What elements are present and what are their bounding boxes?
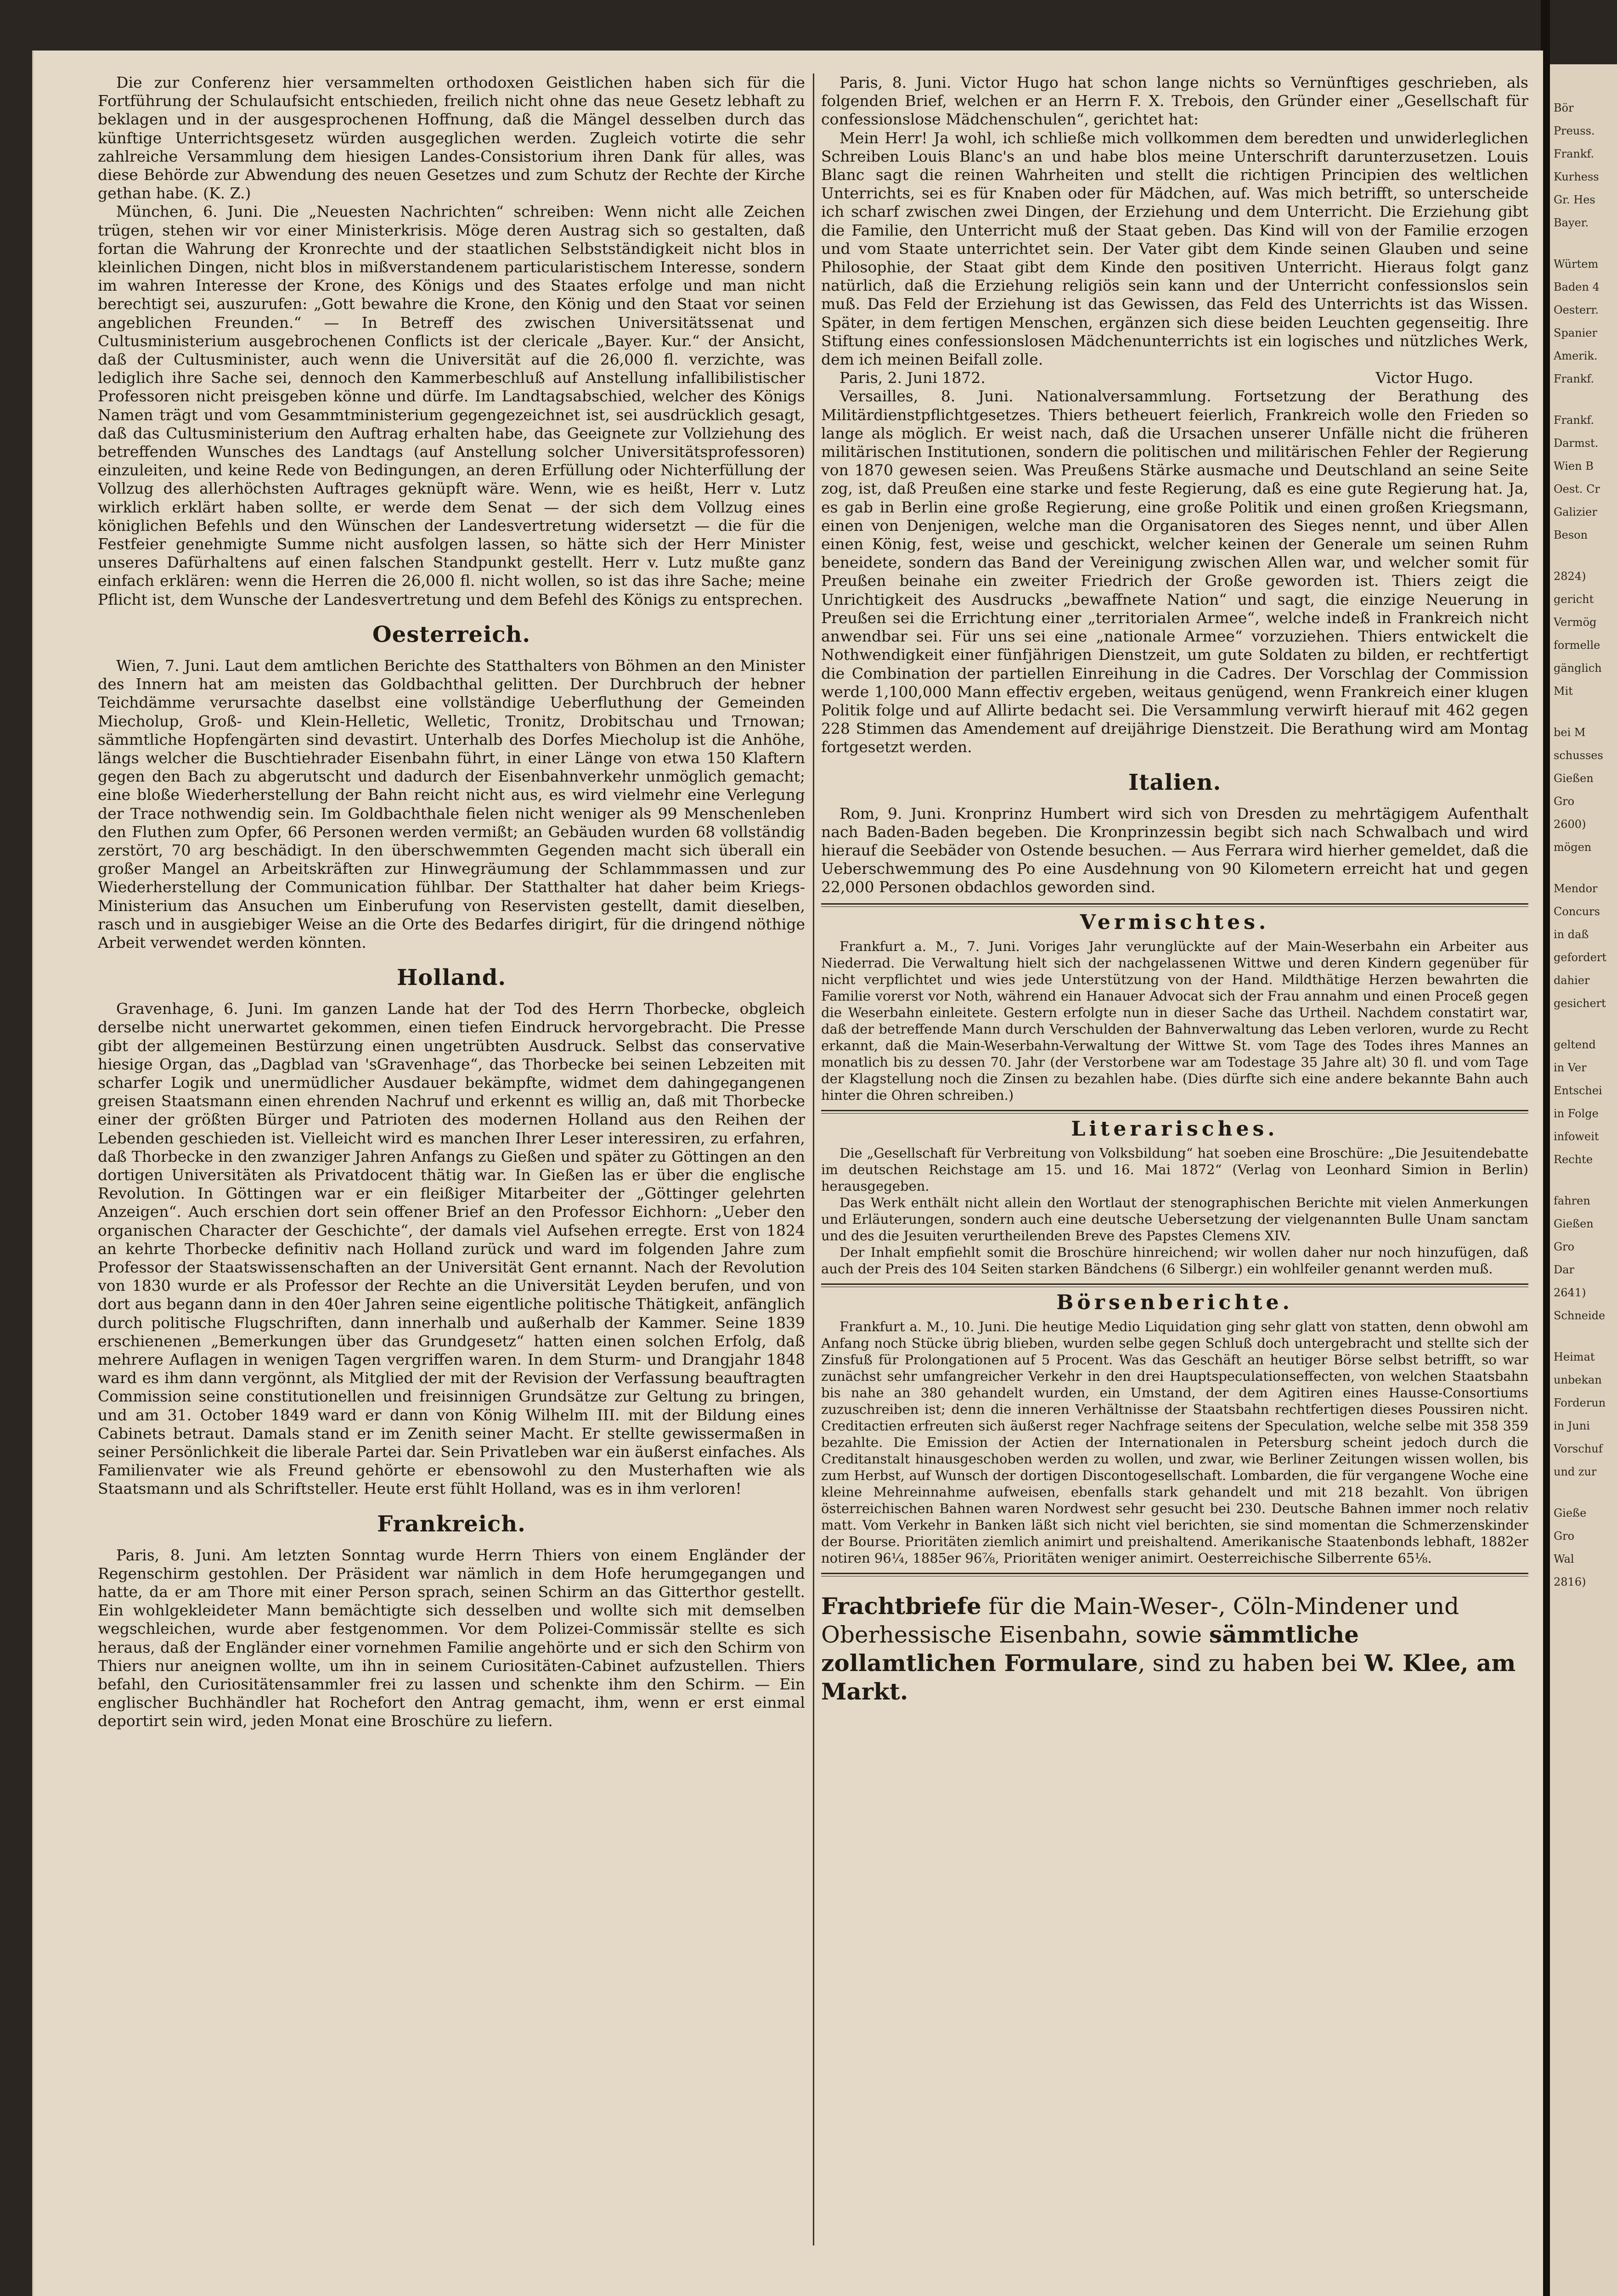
adjacent-line: Heimat [1554, 1351, 1595, 1363]
adjacent-line: Spanier [1554, 326, 1597, 339]
adjacent-line: Gro [1554, 795, 1575, 808]
advertisement-frachtbriefe [821, 1592, 1528, 1706]
left-column [98, 73, 805, 1731]
adjacent-line: formelle [1554, 639, 1600, 652]
article-wien: Wien, 7. Juni. Laut dem amtlichen Berichte des Statthalters von Böhmen an den Minister des Innern hat am meisten das Goldbachthal gelitten. Der Durchbruch der hebner Teichdämme verursachte daselbst eine vollständige Ueberfluthung der Gemeinden Miecholup, Groß- und Klein-Helletic, Welletic, Tronitz, Drobitschau und Trnowan; sämmtliche Hopfengärten sind devastirt. Unterhalb des Dorfes Miecholup ist die Anhöhe, längs welcher die Buschtiehrader Eisenbahn führt, in einer Länge von etwa 150 Klaftern gegen den Bach zu abgerutscht und dadurch der Eisenbahnverkehr unmöglich gemacht; eine bloße Wiederherstellung der Bahn reicht nicht aus, es wird vielmehr eine Verlegung der Trace nothwendig sein. Im Goldbachthale fielen nicht weniger als 99 Menschenleben den Fluthen zum Opfer, 66 Personen werden vermißt; an Gebäuden wurden 68 vollständig zerstört, 70 arg beschädigt. In den überschwemmten Gegenden macht sich überall ein großer Mangel an Arbeitskräften zur Hinwegräumung der Schlammmassen und zur Wiederherstellung der Communication fühlbar. Der Statthalter hat daher beim Kriegs-Ministerium das Ansuchen um Einberufung von Reservisten gestellt, damit dieselben, rasch und in ausgiebiger Weise an die Orte des Bedarfes dirigirt, für die dringend nöthige Arbeit verwendet werden könnten. [98, 656, 805, 951]
heading-vermischtes: Vermischtes. [1080, 910, 1270, 934]
adjacent-line: Dar [1554, 1263, 1575, 1276]
signature-name: Victor Hugo. [1375, 369, 1473, 387]
adjacent-line: Oest. Cr [1554, 483, 1600, 495]
adjacent-line: Baden 4 [1554, 281, 1600, 293]
adjacent-line: in Juni [1554, 1419, 1590, 1432]
adjacent-line: 2641) [1554, 1286, 1586, 1299]
adjacent-line: und zur [1554, 1465, 1597, 1478]
signature-place-date: Paris, 2. Juni 1872. [839, 369, 986, 387]
adjacent-line: 2824) [1554, 570, 1586, 583]
literary-notice-2: Das Werk enthält nicht allein den Wortlaut der stenographischen Berichte mit vielen Anmerkungen und Erläuterungen, sondern auch eine deutsche Uebersetzung der vielgenannten Bulle Unam sanctam und des die Jesuiten verurtheilenden Breve des Papstes Clemens XIV. [821, 1194, 1528, 1244]
adjacent-page-text [1554, 101, 1617, 1598]
section-rule [821, 1283, 1528, 1287]
adjacent-line: Schneide [1554, 1309, 1606, 1322]
adjacent-line: Mendor [1554, 882, 1598, 895]
adjacent-line: unbekan [1554, 1373, 1602, 1386]
ad-vendor: W. Klee, am Markt. [821, 1649, 1516, 1705]
heading-holland: Holland. [396, 965, 507, 991]
adjacent-line: mögen [1554, 841, 1592, 854]
letter-signature [821, 369, 1528, 387]
adjacent-line: Kurhess [1554, 170, 1599, 183]
adjacent-line: Mit [1554, 685, 1573, 698]
adjacent-line: Wien B [1554, 460, 1594, 473]
adjacent-line: Frankf. [1554, 372, 1594, 385]
adjacent-line: Preuss. [1554, 124, 1595, 137]
adjacent-line: gericht [1554, 593, 1594, 606]
adjacent-line: Beson [1554, 529, 1588, 541]
adjacent-line: Oesterr. [1554, 304, 1599, 316]
heading-literarisches: Literarisches. [1071, 1117, 1279, 1141]
adjacent-line: Wal [1554, 1553, 1574, 1565]
adjacent-line: in Folge [1554, 1107, 1599, 1120]
literary-notice-1: Die „Gesellschaft für Verbreitung von Volksbildung“ hat soeben eine Broschüre: „Die Jesuitendebatte im deutschen Reichstage am 15. und 16. Mai 1872“ (Verlag von Leonhard Simion in Berlin) herausgegeben. [821, 1145, 1528, 1194]
ad-frachtbriefe: Frachtbriefe [821, 1593, 981, 1620]
adjacent-line: 2816) [1554, 1576, 1586, 1588]
ad-formulare: sämmtliche zollamtlichen Formulare [821, 1621, 1359, 1677]
section-rule [821, 1573, 1528, 1576]
adjacent-line: Gr. Hes [1554, 193, 1595, 206]
heading-frankreich: Frankreich. [377, 1511, 526, 1537]
adjacent-line: Bayer. [1554, 216, 1589, 229]
adjacent-line: Gießen [1554, 772, 1594, 785]
adjacent-line: bei M [1554, 726, 1586, 739]
adjacent-line: Würtem [1554, 258, 1599, 270]
adjacent-line: fahren [1554, 1194, 1590, 1207]
heading-boersenberichte: Börsenberichte. [1056, 1290, 1293, 1314]
heading-oesterreich: Oesterreich. [372, 621, 531, 647]
adjacent-line: Darmst. [1554, 437, 1599, 450]
column-divider [813, 73, 814, 2245]
adjacent-line: in Ver [1554, 1061, 1587, 1074]
right-column [821, 73, 1528, 1706]
adjacent-line: in daß [1554, 928, 1589, 941]
heading-italien: Italien. [1128, 769, 1222, 795]
article-paris-thiers: Paris, 8. Juni. Am letzten Sonntag wurde Herrn Thiers von einem Engländer der Regenschirm gestohlen. Der Präsident war nämlich in dem Hofe herumgegangen und hatte, da er am Thore mit einer Person sprach, seinen Schirm an das Gitterthor gestellt. Ein wohlgekleideter Mann bemächtigte sich desselben und wollte sich mit demselben wegschleichen, wurde aber festgenommen. Vor dem Polizei-Commissär stellte es sich heraus, daß der Engländer einer vornehmen Familie angehörte und er sich den Schirm von Thiers nur aneignen wollte, um ihn in seinem Curiositäten-Cabinet aufzustellen. Thiers befahl, den Curiositätensammler frei zu lassen und schenkte ihm den Schirm. — Ein englischer Buchhändler hat Rochefort den Antrag gemacht, ihm, wenn er erst einmal deportirt sein wird, jeden Monat eine Broschüre zu liefern. [98, 1546, 805, 1730]
adjacent-line: Concurs [1554, 905, 1600, 918]
adjacent-line: gänglich [1554, 662, 1602, 675]
ad-text-railways: für die Main-Weser-, Cöln-Mindener und Oberhessische Eisenbahn, sowie [821, 1593, 1459, 1649]
adjacent-line: Gro [1554, 1530, 1575, 1542]
adjacent-line: infoweit [1554, 1130, 1599, 1143]
adjacent-line: Forderun [1554, 1396, 1606, 1409]
article-boerse: Frankfurt a. M., 10. Juni. Die heutige Medio Liquidation ging sehr glatt von statten, denn obwohl am Anfang noch Stücke übrig blieben, wurden selbe gegen Schluß doch untergebracht und stellte sich der Zinsfuß für Prolongationen auf 5 Procent. Was das Geschäft an heutiger Börse selbst betrifft, so war zunächst sehr umfangreicher Verkehr in den drei Hauptspeculationseffecten, von welchen Staatsbahn bis nahe an 380 gehandelt wurden, ein Umstand, der dem Agitiren eines Hausse-Consortiums zuzuschreiben ist; denn die inneren Verhältnisse der Staatsbahn rechtfertigen dieses Poussiren nicht. Creditactien erfreuten sich äußerst reger Nachfrage seitens der Speculation, welche selbe mit 358 359 bezahlte. Die Emission der Actien der Internationalen in Petersburg scheint jedoch durch die Creditanstalt hinausgeschoben werden zu wollen, und zwar, wie Berliner Zeitungen wissen wollen, bis zum Herbst, auf Wunsch der dortigen Discontogesellschaft. Lombarden, die für vergangene Woche eine kleine Mehreinnahme aufweisen, ebenfalls stark gehandelt und mit 218 bezahlt. Von übrigen österreichischen Bahnen waren Nordwest sehr gesucht bei 230. Deutsche Bahnen immer noch relativ matt. Vom Verkehr in Banken läßt sich nicht viel berichten, sie sind momentan die Schmerzenskinder der Bourse. Prioritäten ziemlich animirt und preishaltend. Amerikanische Staatenbonds lebhaft, 1882er notiren 96¼, 1885er 96⅞, Prioritäten weniger animirt. Oesterreichische Silberrente 65⅛. [821, 1319, 1528, 1566]
section-rule [821, 1110, 1528, 1114]
adjacent-line: Vermög [1554, 616, 1597, 629]
adjacent-line: dahier [1554, 974, 1590, 987]
adjacent-line: schusses [1554, 749, 1603, 762]
adjacent-line: Frankf. [1554, 147, 1594, 160]
adjacent-line: geltend [1554, 1038, 1596, 1051]
adjacent-line: Galizier [1554, 506, 1597, 518]
adjacent-line: gesichert [1554, 997, 1606, 1010]
article-rom: Rom, 9. Juni. Kronprinz Humbert wird sich von Dresden zu mehrtägigem Aufenthalt nach Baden-Baden begeben. Die Kronprinzessin begibt sich nach Schwalbach und wird hierauf die Seebäder von Ostende besuchen. — Aus Ferrara wird hierher gemeldet, daß die Ueberschwemmung des Po eine Ausdehnung von 90 Kilometern erreicht hat und gegen 22,000 Personen obdachlos geworden sind. [821, 804, 1528, 896]
newspaper-page [32, 51, 1543, 2296]
article-muenchen: München, 6. Juni. Die „Neuesten Nachrichten“ schreiben: Wenn nicht alle Zeichen trügen, stehen wir vor einer Ministerkrisis. Möge deren Austrag sich so gestalten, daß fortan die Wahrung der Kronrechte und der staatlichen Selbstständigkeit nicht blos in kleinlichen Dingen, nicht blos in mißverstandenem particularistischem Interesse, sondern im wahren Interesse der Krone, des Königs und des Staates erfolge und man nicht berechtigt sei, auszurufen: „Gott bewahre die Krone, den König und den Staat vor seinen angeblichen Freunden.“ — In Betreff des zwischen Universitätssenat und Cultusministerium ausgebrochenen Conflicts ist der clericale „Bayer. Kur.“ der Ansicht, daß der Cultusminister, auch wenn die Universität auf die 26,000 fl. verzichte, was lediglich ihre Sache sei, dennoch den Kammerbeschluß auf Anstellung infallibilistischer Professoren nicht preisgeben könne und dürfe. Im Landtagsabschied, welcher des Königs Namen trägt und vom Gesammtministerium gegengezeichnet ist, sei ausdrücklich gesagt, daß das Cultusministerium den Auftrag erhalten habe, das Geeignete zur Vollziehung des betreffenden Wunsches des Landtags (auf Anstellung solcher Universitätsprofessoren) einzuleiten, und keine Rede von Bedingungen, an deren Erfüllung oder Nichterfüllung der Vollzug des allerhöchsten Auftrages geknüpft wäre. Wenn, wie es heißt, Herr v. Lutz wirklich erklärt haben sollte, er werde dem Senat — der sich dem Vollzug eines königlichen Befehls und den Wünschen der Landesvertretung widersetzt — die für die Festfeier genehmigte Summe nicht ausfolgen lassen, so hätte sich der Herr Minister unseres Dafürhaltens auf einen falschen Standpunkt gestellt. Herr v. Lutz mußte ganz einfach erklären: wenn die Herren die 26,000 fl. nicht wollen, so ist das ihre Sache; meine Pflicht ist, dem Wunsche der Landesvertretung und dem Befehl des Königs zu entsprechen. [98, 203, 805, 608]
adjacent-line: Bör [1554, 101, 1574, 114]
article-paris-hugo: Paris, 8. Juni. Victor Hugo hat schon lange nichts so Vernünftiges geschrieben, als folgenden Brief, welchen er an Herrn F. X. Trebois, den Gründer einer „Gesellschaft für confessionslose Mädchenschulen“, gerichtet hat: [821, 73, 1528, 129]
section-rule [821, 903, 1528, 907]
article-conferenz: Die zur Conferenz hier versammelten orthodoxen Geistlichen haben sich für die Fortführung der Schulaufsicht entschieden, freilich nicht ohne das neue Gesetz lebhaft zu beklagen und in der ausgesprochenen Hoffnung, daß die Mängel desselben durch das künftige Unterrichtsgesetz würden ausgeglichen werden. Zugleich votirte die sehr zahlreiche Versammlung dem hiesigen Landes-Consistorium ihren Dank für alles, was diese Behörde zur Abwendung des neuen Gesetzes und zum Schutz der Rechte der Kirche gethan habe. (K. Z.) [98, 73, 805, 203]
adjacent-line: gefordert [1554, 951, 1607, 964]
article-versailles: Versailles, 8. Juni. Nationalversammlung. Fortsetzung der Berathung des Militärdienstpflichtgesetzes. Thiers betheuert feierlich, Frankreich wolle den Frieden so lange als möglich. Er weist nach, daß die Ursachen unserer Unfälle nicht die früheren militärischen Institutionen, sondern die politischen und militärischen Fehler der Regierung von 1870 gewesen seien. Was Preußens Stärke ausmache und Deutschland an seine Seite zog, ist, daß Preußen eine starke und feste Regierung, daß es eine gute Regierung hat. Ja, es gab in Berlin eine große Regierung, eine große Politik und einen großen Kriegsmann, einen von Denjenigen, welche man die Organisatoren des Sieges nennt, und über Allen einen König, fest, weise und geschickt, welcher keinen der Generale um seinen Ruhm beneidete, sondern das Band der Vereinigung zwischen Allen war, und welcher somit für Preußen beinahe ein zweiter Friedrich der Große geworden ist. Thiers zeigt die Unrichtigkeit des Ausdrucks „bewaffnete Nation“ und sagt, die einzige Neuerung in Preußen sei die Errichtung einer „territorialen Armee“, welche indeß in Frankreich nicht anwendbar sei. Für uns sei eine „nationale Armee“ vorzuziehen. Thiers entwickelt die Nothwendigkeit einer fünfjährigen Dienstzeit, um gute Soldaten zu bilden, er rechtfertigt die Combination der partiellen Einreihung in die Cadres. Der Vorschlag der Commission werde 1,100,000 Mann effectiv ergeben, weitaus genügend, wenn Frankreich einer klugen Politik folge und auf Allirte bedacht sei. Die Versammlung verwirft hierauf mit 462 gegen 228 Stimmen das Amendement auf dreijährige Dienstzeit. Die Berathung wird am Montag fortgesetzt werden. [821, 387, 1528, 756]
adjacent-line: Gieße [1554, 1507, 1587, 1519]
article-gravenhage: Gravenhage, 6. Juni. Im ganzen Lande hat der Tod des Herrn Thorbecke, obgleich derselbe nicht unerwartet gekommen, einen tiefen Eindruck hervorgebracht. Die Presse gibt der allgemeinen Bestürzung einen ungetrübten Ausdruck. Selbst das conservative hiesige Organ, das „Dagblad van 'sGravenhage“, das Thorbecke bei seinen Lebzeiten mit scharfer Logik und unermüdlicher Ausdauer bekämpfte, widmet dem dahingegangenen greisen Staatsmann einen ehrenden Nachruf und erkennt es willig an, daß mit Thorbecke einer der größten Bürger und Patrioten des modernen Holland aus den Reihen der Lebenden geschieden ist. Vielleicht wird es manchen Ihrer Leser interessiren, zu erfahren, daß Thorbecke in den zwanziger Jahren Anfangs zu Gießen und später zu Göttingen an den dortigen Universitäten als Privatdocent thätig war. In Gießen las er über die englische Revolution. In Göttingen war er ein fleißiger Mitarbeiter der „Göttinger gelehrten Anzeigen“. Auch erschien dort sein offener Brief an den Professor Eichhorn: „Ueber den organischen Character der Geschichte“, der damals viel Aufsehen erregte. Erst von 1824 an kehrte Thorbecke definitiv nach Holland zurück und ward im folgenden Jahre zum Professor der Staatswissenschaften an der Universität Gent ernannt. Nach der Revolution von 1830 wurde er als Professor der Rechte an die Universität Leyden berufen, und von dort aus begann dann in den 40er Jahren seine eigentliche politische Thätigkeit, anfänglich durch politische Flugschriften, dann innerhalb und außerhalb der Kammer. Seine 1839 erschienenen „Bemerkungen über das Grundgesetz“ hatten einen solchen Erfolg, daß mehrere Auflagen in wenigen Tagen vergriffen waren. In dem Sturm- und Drangjahr 1848 ward es ihm dann vergönnt, als Mitglied der mit der Revision der Verfassung beauftragten Commission seine constitutionellen und freisinnigen Grundsätze zur Geltung zu bringen, und am 31. October 1849 ward er dann von König Wilhelm III. mit der Bildung eines Cabinets betraut. Damals stand er im Zenith seiner Macht. Er stellte gewissermaßen in seiner Persönlichkeit die liberale Partei dar. Sein Privatleben war ein äußerst einfaches. Als Familienvater wie als Freund gehörte er ebensowohl zu den Musterhaften wie als Staatsmann und als Schriftsteller. Heute erst fühlt Holland, was es in ihm verloren! [98, 1000, 805, 1498]
adjacent-line: Vorschuf [1554, 1442, 1603, 1455]
adjacent-page-strip [1550, 64, 1617, 2296]
adjacent-line: Gro [1554, 1240, 1575, 1253]
article-frankfurt-weserbahn: Frankfurt a. M., 7. Juni. Voriges Jahr verunglückte auf der Main-Weserbahn ein Arbeiter aus Niederrad. Die Verwaltung hielt sich der nachgelassenen Wittwe und deren Kindern gegenüber für nicht verpflichtet und wies jede Unterstützung von der Hand. Mildthätige Herzen bewahrten die Familie vorerst vor Noth, während ein Hanauer Advocat sich der Frau annahm und einen Proceß gegen die Weserbahn einleitete. Gestern erfolgte nun in dieser Sache das Urtheil. Nachdem constatirt war, daß der betreffende Mann durch Verschulden der Bahnverwaltung das Leben verloren, wurde zu Recht erkannt, daß die Main-Weserbahn-Verwaltung der Wittwe St. vom Tage des Todes ihres Mannes an monatlich bis zu dessen 70. Jahr (der Verstorbene war am Todestage 35 Jahre alt) 30 fl. und vom Tage der Klagstellung noch die Zinsen zu bezahlen habe. (Dies dürfte sich eine andere bekannte Bahn auch hinter die Ohren schreiben.) [821, 938, 1528, 1103]
adjacent-line: Frankf. [1554, 414, 1594, 427]
adjacent-line: Gießen [1554, 1217, 1594, 1230]
adjacent-line: Amerik. [1554, 349, 1598, 362]
adjacent-line: Entschei [1554, 1084, 1602, 1097]
ad-text-available: , sind zu haben bei [1138, 1650, 1364, 1677]
adjacent-line: Rechte [1554, 1153, 1593, 1166]
literary-notice-3: Der Inhalt empfiehlt somit die Broschüre hinreichend; wir wollen daher nur noch hinzufügen, daß auch der Preis des 104 Seiten starken Bändchens (6 Silbergr.) ein wohlfeiler genannt werden muß. [821, 1244, 1528, 1277]
adjacent-line: 2600) [1554, 818, 1586, 831]
hugo-letter: Mein Herr! Ja wohl, ich schließe mich vollkommen dem beredten und unwiderleglichen Schreiben Louis Blanc's an und habe blos meine Unterschrift darunterzusetzen. Louis Blanc sagt die reinen Wahrheiten und stellt die richtigen Principien des weltlichen Unterrichts, sei es für Knaben oder für Mädchen, auf. Was mich betrifft, so unterscheide ich scharf zwischen zwei Dingen, der Erziehung und dem Unterricht. Die Erziehung gibt die Familie, den Unterricht muß der Staat geben. Das Kind will von der Familie erzogen und vom Staate unterrichtet sein. Der Vater gibt dem Kinde seinen Glauben und seine Philosophie, der Staat gibt dem Kinde den positiven Unterricht. Hieraus folgt ganz natürlich, daß die Erziehung religiös sein kann und der Unterricht confessionslos sein muß. Das Feld der Erziehung ist das Gewissen, das Feld des Unterrichts ist das Wissen. Später, in dem fertigen Menschen, ergänzen sich diese beiden Leuchten gegenseitig. Ihre Stiftung eines confessionslosen Mädchenunterrichts ist ein logisches und nützliches Werk, dem ich meinen Beifall zolle. [821, 129, 1528, 369]
